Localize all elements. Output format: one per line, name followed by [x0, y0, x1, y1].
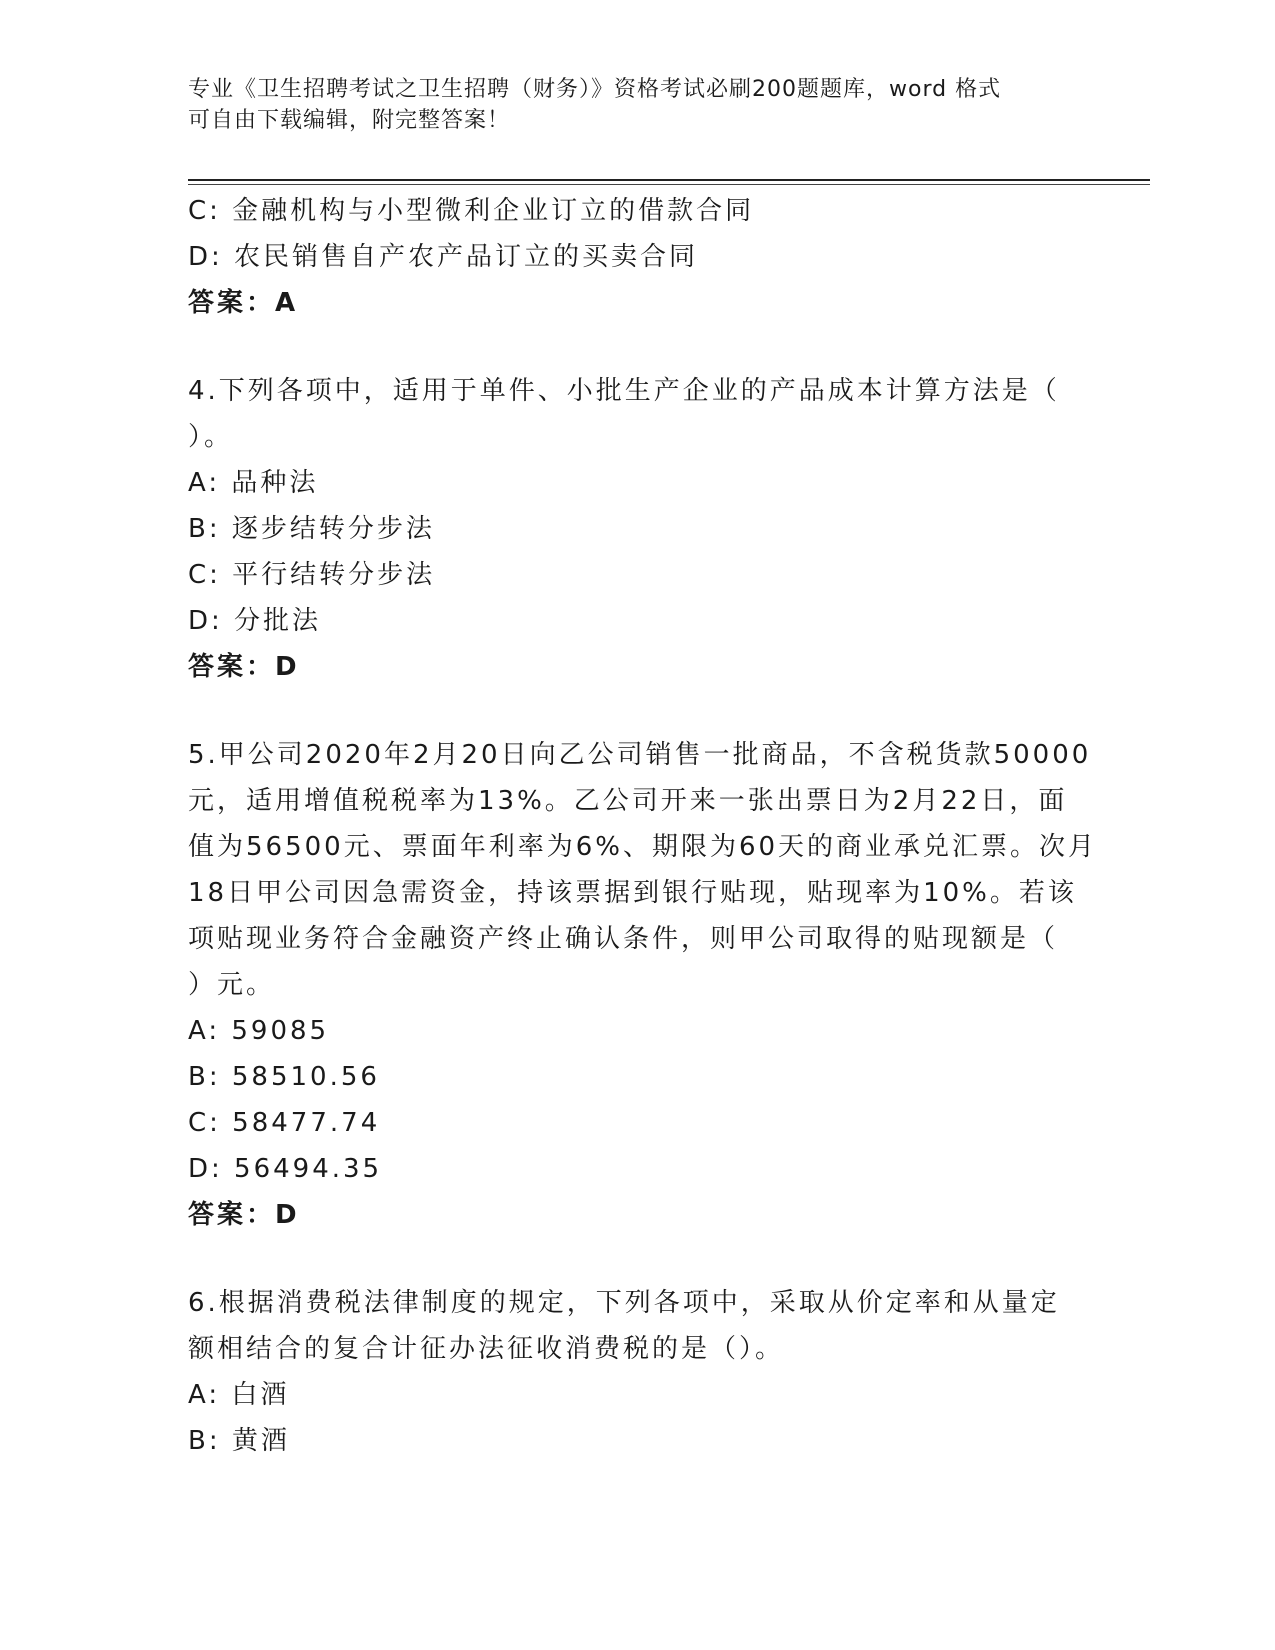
option-d: D: 农民销售自产农产品订立的买卖合同 [188, 242, 699, 272]
option-a: A: 白酒 [188, 1380, 290, 1410]
option-c: C: 金融机构与小型微利企业订立的借款合同 [188, 196, 755, 226]
question-stem-line: 值为56500元、票面年利率为6%、期限为60天的商业承兑汇票。次月 [188, 832, 1098, 862]
question-5 [188, 732, 1098, 1238]
option-b: B: 58510.56 [188, 1062, 380, 1092]
header-title-line-1: 专业《卫生招聘考试之卫生招聘（财务）》资格考试必刷200题题库，word 格式 [188, 77, 1002, 102]
option-c: C: 平行结转分步法 [188, 560, 436, 590]
question-stem-line: 4.下列各项中，适用于单件、小批生产企业的产品成本计算方法是（ [188, 376, 1060, 406]
question-stem-line: 项贴现业务符合金融资产终止确认条件，则甲公司取得的贴现额是（ [188, 924, 1059, 954]
question-stem-line: ）元。 [188, 970, 276, 1000]
document-header [188, 74, 1068, 136]
answer-label: 答案：D [188, 1200, 300, 1230]
header-divider-thin [188, 184, 1150, 185]
answer-label: 答案：D [188, 652, 300, 682]
question-stem-line: 5.甲公司2020年2月20日向乙公司销售一批商品，不含税货款50000 [188, 740, 1092, 770]
header-title-line-2: 可自由下载编辑，附完整答案！ [188, 108, 511, 133]
question-stem-line: 6.根据消费税法律制度的规定，下列各项中，采取从价定率和从量定 [188, 1288, 1060, 1318]
question-6 [188, 1280, 1088, 1464]
option-c: C: 58477.74 [188, 1108, 381, 1138]
option-d: D: 56494.35 [188, 1154, 383, 1184]
header-divider [188, 179, 1150, 181]
spacer [188, 690, 1088, 732]
option-b: B: 黄酒 [188, 1426, 290, 1456]
spacer [188, 326, 1088, 368]
question-stem-line: 额相结合的复合计征办法征收消费税的是（）。 [188, 1334, 785, 1364]
option-d: D: 分批法 [188, 606, 322, 636]
question-stem-line: ）。 [188, 422, 234, 452]
option-a: A: 品种法 [188, 468, 319, 498]
answer-label: 答案：A [188, 288, 299, 318]
question-3-tail [188, 188, 1088, 326]
option-a: A: 59085 [188, 1016, 330, 1046]
question-list [188, 188, 1098, 1464]
question-stem-line: 18日甲公司因急需资金，持该票据到银行贴现，贴现率为10%。若该 [188, 878, 1077, 908]
question-stem-line: 元，适用增值税税率为13%。乙公司开来一张出票日为2月22日，面 [188, 786, 1068, 816]
option-b: B: 逐步结转分步法 [188, 514, 435, 544]
spacer [188, 1238, 1088, 1280]
question-4 [188, 368, 1088, 690]
